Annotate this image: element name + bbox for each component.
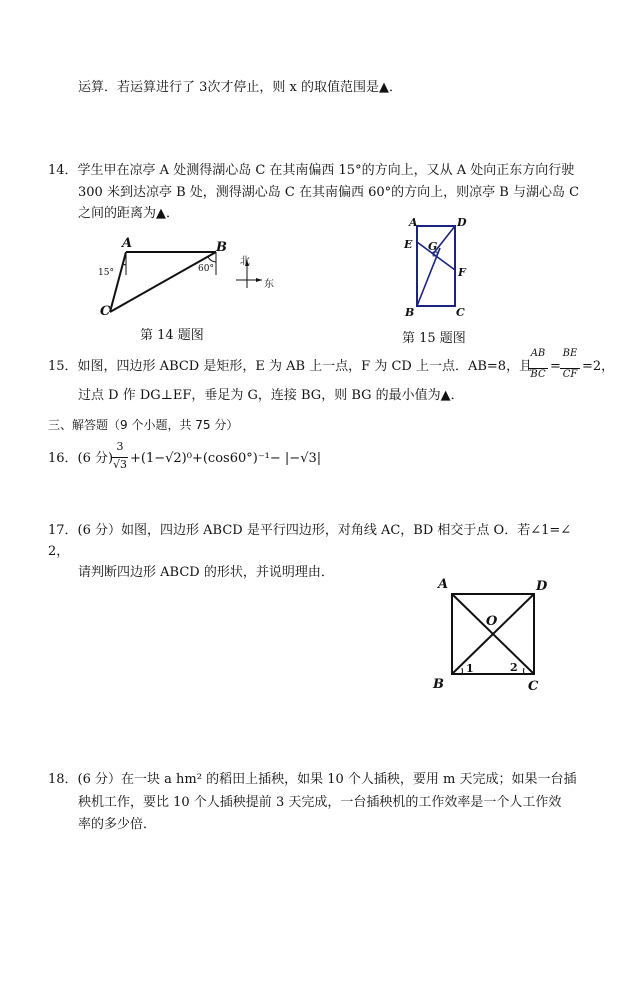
fig15-caption: 第 15 题图 bbox=[402, 331, 466, 346]
compass-east-label: 东 bbox=[264, 279, 274, 290]
q16-frac-den: √3 bbox=[112, 458, 127, 471]
q17-line1: 17．(6 分）如图，四边形 ABCD 是平行四边形，对角线 AC，BD 相交于点 O．若∠1=∠ bbox=[48, 523, 572, 538]
fig15-label-D: D bbox=[457, 216, 467, 229]
q14-line3: 之间的距离为▲． bbox=[78, 206, 179, 221]
fig17-label-O: O bbox=[486, 614, 498, 629]
q15-frac2-den: CF bbox=[560, 368, 580, 380]
fig14-label-A: A bbox=[122, 236, 133, 251]
q17-line2: 2， bbox=[48, 544, 70, 559]
q16-expression: +(1−√2)⁰+(cos60°)⁻¹− |−√3| bbox=[130, 451, 322, 466]
fig15-label-A: A bbox=[409, 216, 418, 229]
fig15-label-G: G bbox=[428, 240, 438, 253]
fig15-label-B: B bbox=[405, 306, 415, 319]
fig17-label-A: A bbox=[438, 577, 449, 592]
fig14-caption: 第 14 题图 bbox=[140, 328, 204, 343]
figure-17 bbox=[448, 590, 548, 680]
q14-line1: 14．学生甲在凉亭 A 处测得湖心岛 C 在其南偏西 15°的方向上，又从 A 处向正东方向行驶 bbox=[48, 163, 575, 178]
intro-line: 运算．若运算进行了 3次才停止，则 x 的取值范围是▲． bbox=[78, 80, 402, 95]
fig17-label-C: C bbox=[528, 679, 539, 694]
fig17-angle-1: 1 bbox=[466, 662, 474, 675]
fig14-angle-60: 60° bbox=[198, 264, 214, 274]
q16-frac-num: 3 bbox=[116, 440, 124, 453]
q15-frac1-den: BC bbox=[528, 368, 548, 380]
q15-eq: = bbox=[550, 359, 561, 374]
q15-line1-end: =2， bbox=[582, 359, 615, 374]
q15-frac2-num: BE bbox=[562, 348, 578, 359]
q15-line2: 过点 D 作 DG⊥EF，垂足为 G，连接 BG，则 BG 的最小值为▲． bbox=[78, 388, 464, 403]
q18-line2: 秧机工作，要比 10 个人插秧提前 3 天完成，一台插秧机的工作效率是一个人工作效 bbox=[78, 795, 562, 810]
q14-line2: 300 米到达凉亭 B 处，测得湖心岛 C 在其南偏西 60°的方向上，则凉亭 B 与湖心岛 C bbox=[78, 185, 580, 200]
fig17-label-B: B bbox=[433, 677, 444, 692]
fig15-label-E: E bbox=[404, 238, 413, 251]
q15-frac1-num: AB bbox=[530, 348, 546, 359]
q15-line1: 15．如图，四边形 ABCD 是矩形，E 为 AB 上一点，F 为 CD 上一点．AB=8，且 bbox=[48, 359, 533, 374]
fig17-label-D: D bbox=[536, 579, 548, 594]
fig14-label-C: C bbox=[100, 304, 111, 319]
fig17-angle-2: 2 bbox=[510, 661, 518, 674]
fig14-angle-15: 15° bbox=[98, 268, 114, 278]
fig14-label-B: B bbox=[216, 240, 227, 255]
section-3-heading: 三、解答题（9 个小题，共 75 分） bbox=[48, 418, 239, 432]
q16-prefix: 16．(6 分) bbox=[48, 451, 114, 466]
q18-line1: 18．(6 分）在一块 a hm² 的稻田上插秧，如果 10 个人插秧，要用 m 天完成；如果一台插 bbox=[48, 772, 577, 787]
q18-line3: 率的多少倍． bbox=[78, 817, 157, 832]
compass-north-label: 北 bbox=[240, 256, 250, 267]
q17-line3: 请判断四边形 ABCD 的形状，并说明理由． bbox=[78, 565, 334, 580]
fig15-label-C: C bbox=[456, 306, 465, 319]
fig15-label-F: F bbox=[458, 266, 466, 279]
